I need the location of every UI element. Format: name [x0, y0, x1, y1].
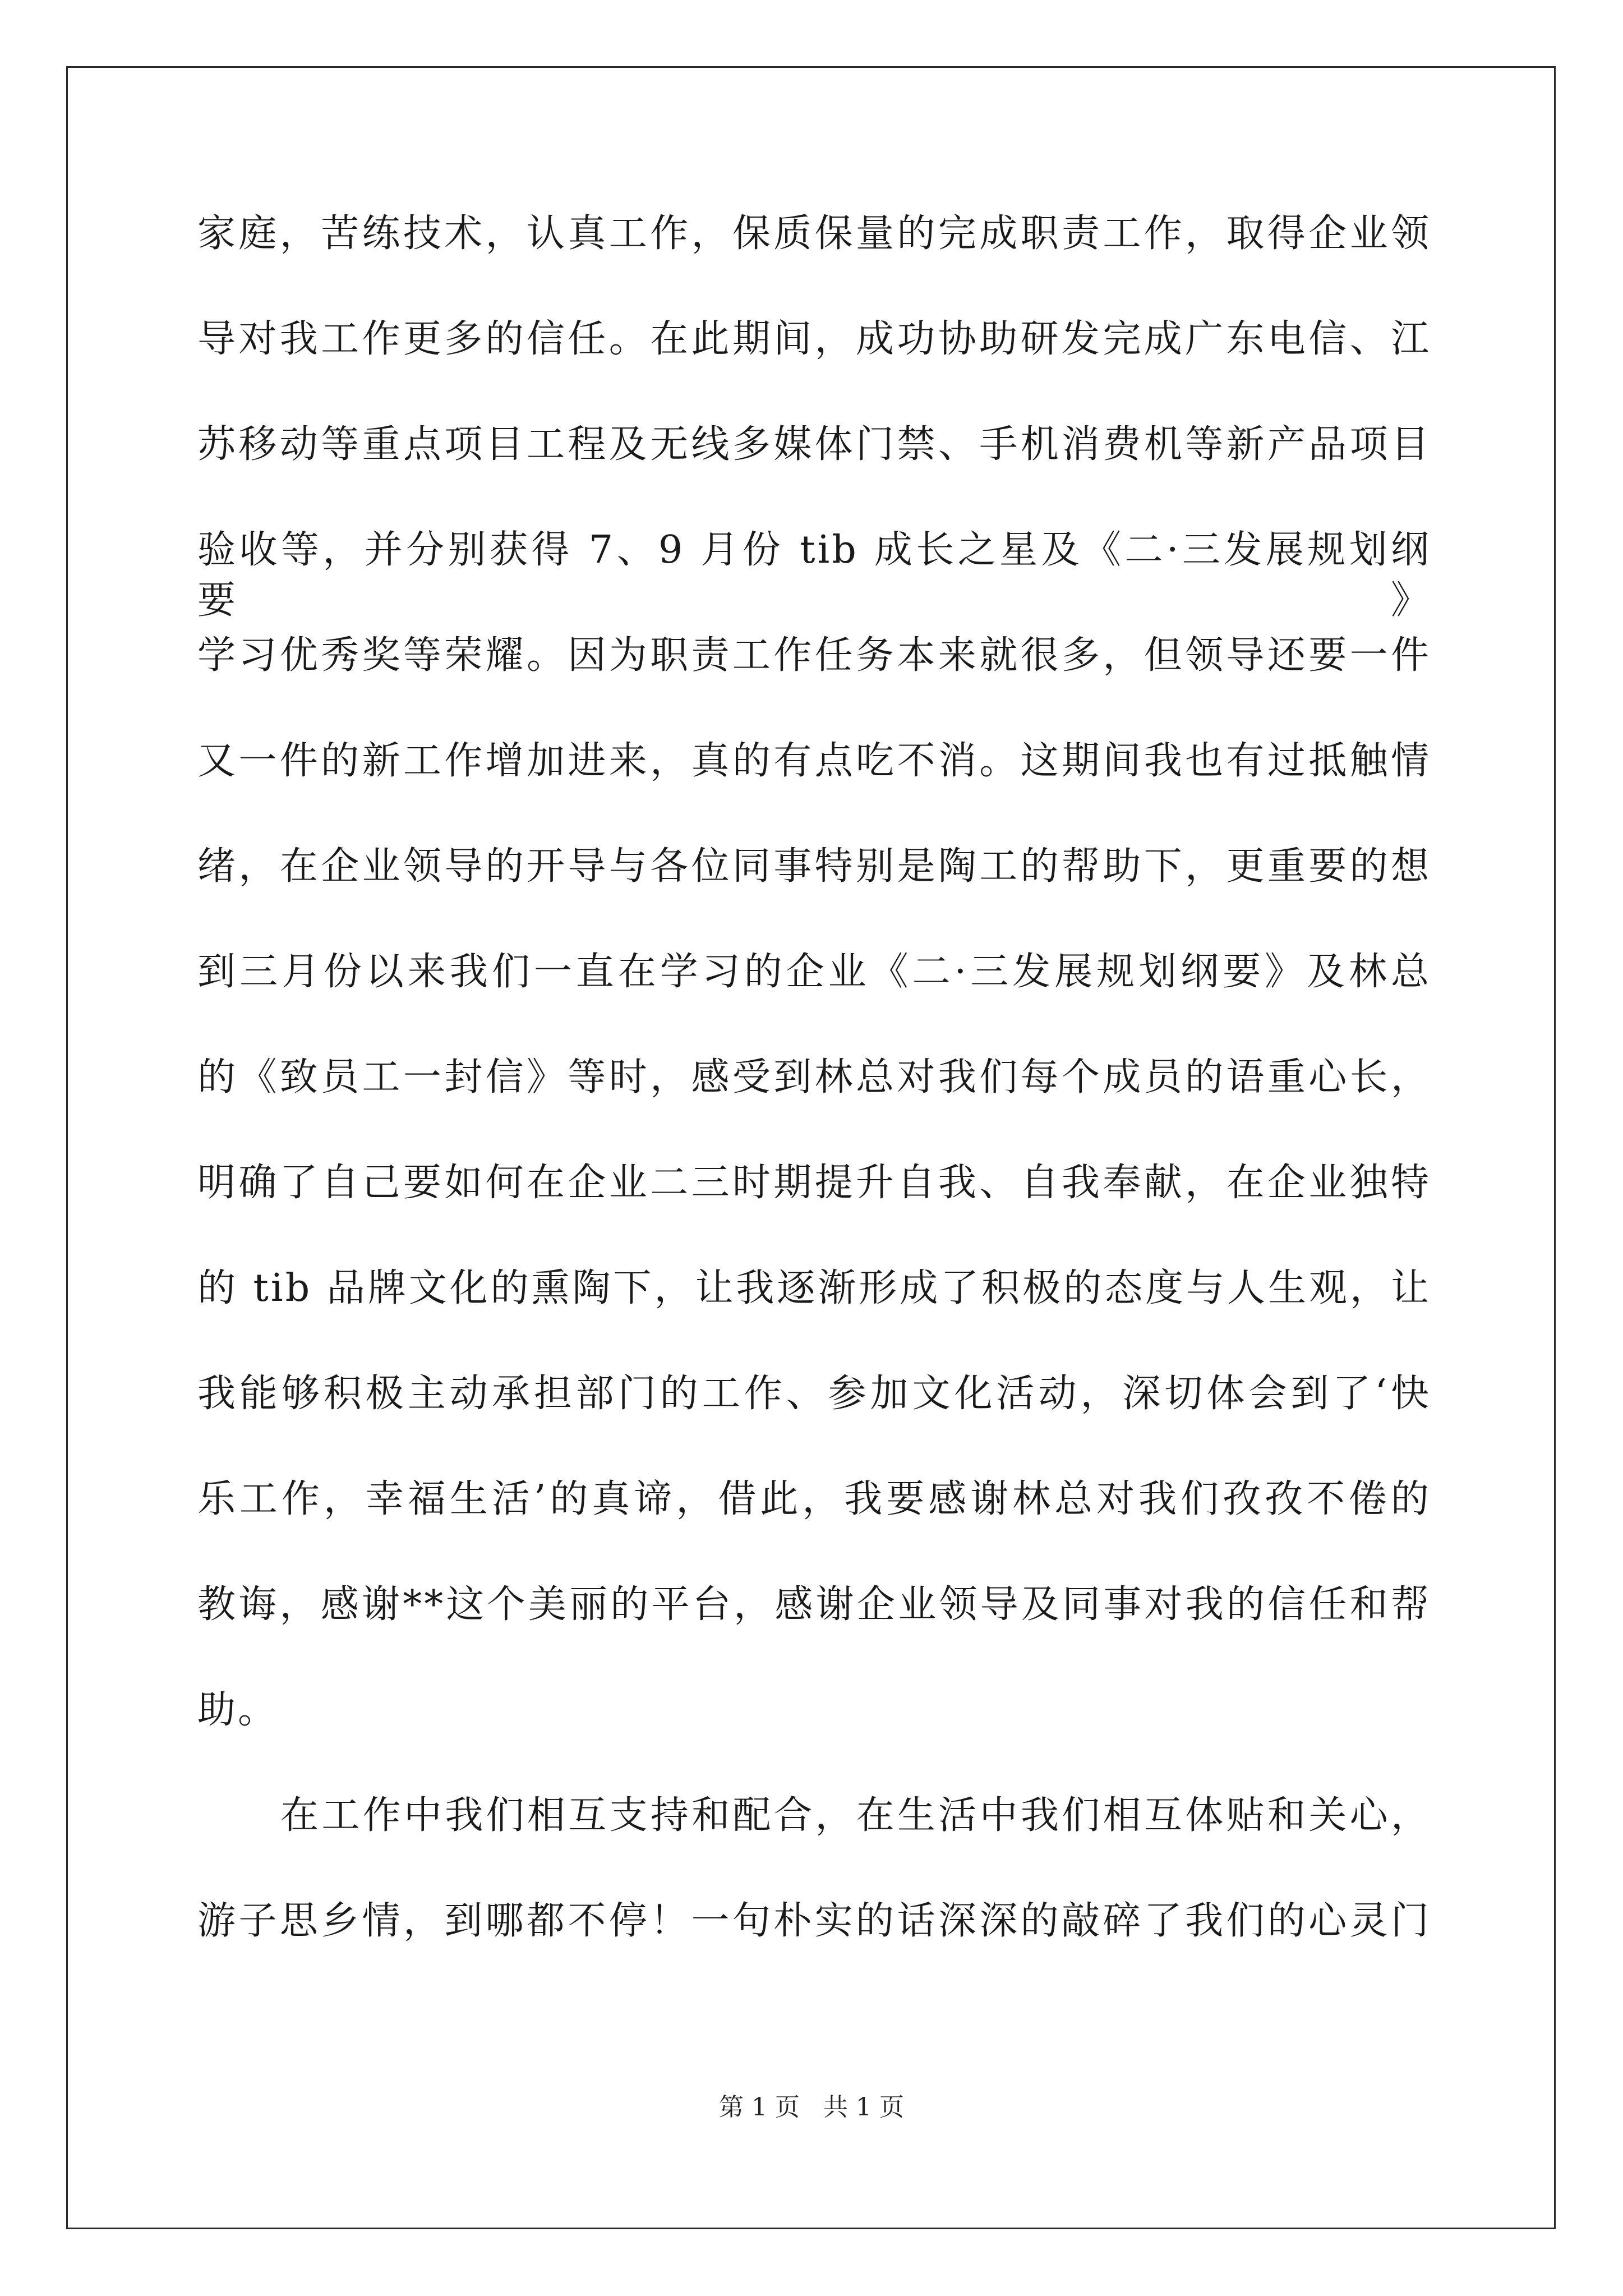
text-line: 导对我工作更多的信任。在此期间，成功协助研发完成广东电信、江	[197, 317, 1431, 361]
text-line: 学习优秀奖等荣耀。因为职责工作任务本来就很多，但领导还要一件	[197, 633, 1431, 678]
text-line: 绪，在企业领导的开导与各位同事特别是陶工的帮助下，更重要的想	[197, 844, 1431, 889]
text-line: 验收等，并分别获得 7、9 月份 tib 成长之星及《二·三发展规划纲要》	[197, 528, 1431, 623]
page-total: 共 1 页	[823, 2093, 904, 2122]
text-line: 乐工作，幸福生活’的真谛，借此，我要感谢林总对我们孜孜不倦的	[197, 1477, 1431, 1521]
text-line: 苏移动等重点项目工程及无线多媒体门禁、手机消费机等新产品项目	[197, 422, 1431, 467]
text-line: 到三月份以来我们一直在学习的企业《二·三发展规划纲要》及林总	[197, 950, 1431, 994]
text-line: 的《致员工一封信》等时，感受到林总对我们每个成员的语重心长，	[197, 1055, 1431, 1099]
page-number: 第 1 页	[719, 2093, 800, 2122]
page-footer	[0, 2087, 1623, 2123]
text-line: 明确了自己要如何在企业二三时期提升自我、自我奉献，在企业独特	[197, 1161, 1431, 1205]
text-line: 游子思乡情，到哪都不停！一句朴实的话深深的敲碎了我们的心灵门	[197, 1899, 1431, 1943]
text-line: 的 tib 品牌文化的熏陶下，让我逐渐形成了积极的态度与人生观，让	[197, 1266, 1431, 1310]
text-line: 助。	[197, 1688, 279, 1732]
paragraph-first-line: 在工作中我们相互支持和配合，在生活中我们相互体贴和关心，	[280, 1793, 1431, 1838]
text-line: 家庭，苦练技术，认真工作，保质保量的完成职责工作，取得企业领	[197, 211, 1431, 256]
text-line: 我能够积极主动承担部门的工作、参加文化活动，深切体会到了‘快	[197, 1372, 1431, 1416]
text-line: 又一件的新工作增加进来，真的有点吃不消。这期间我也有过抵触情	[197, 739, 1431, 783]
text-line: 教诲，感谢**这个美丽的平台，感谢企业领导及同事对我的信任和帮	[197, 1582, 1431, 1627]
